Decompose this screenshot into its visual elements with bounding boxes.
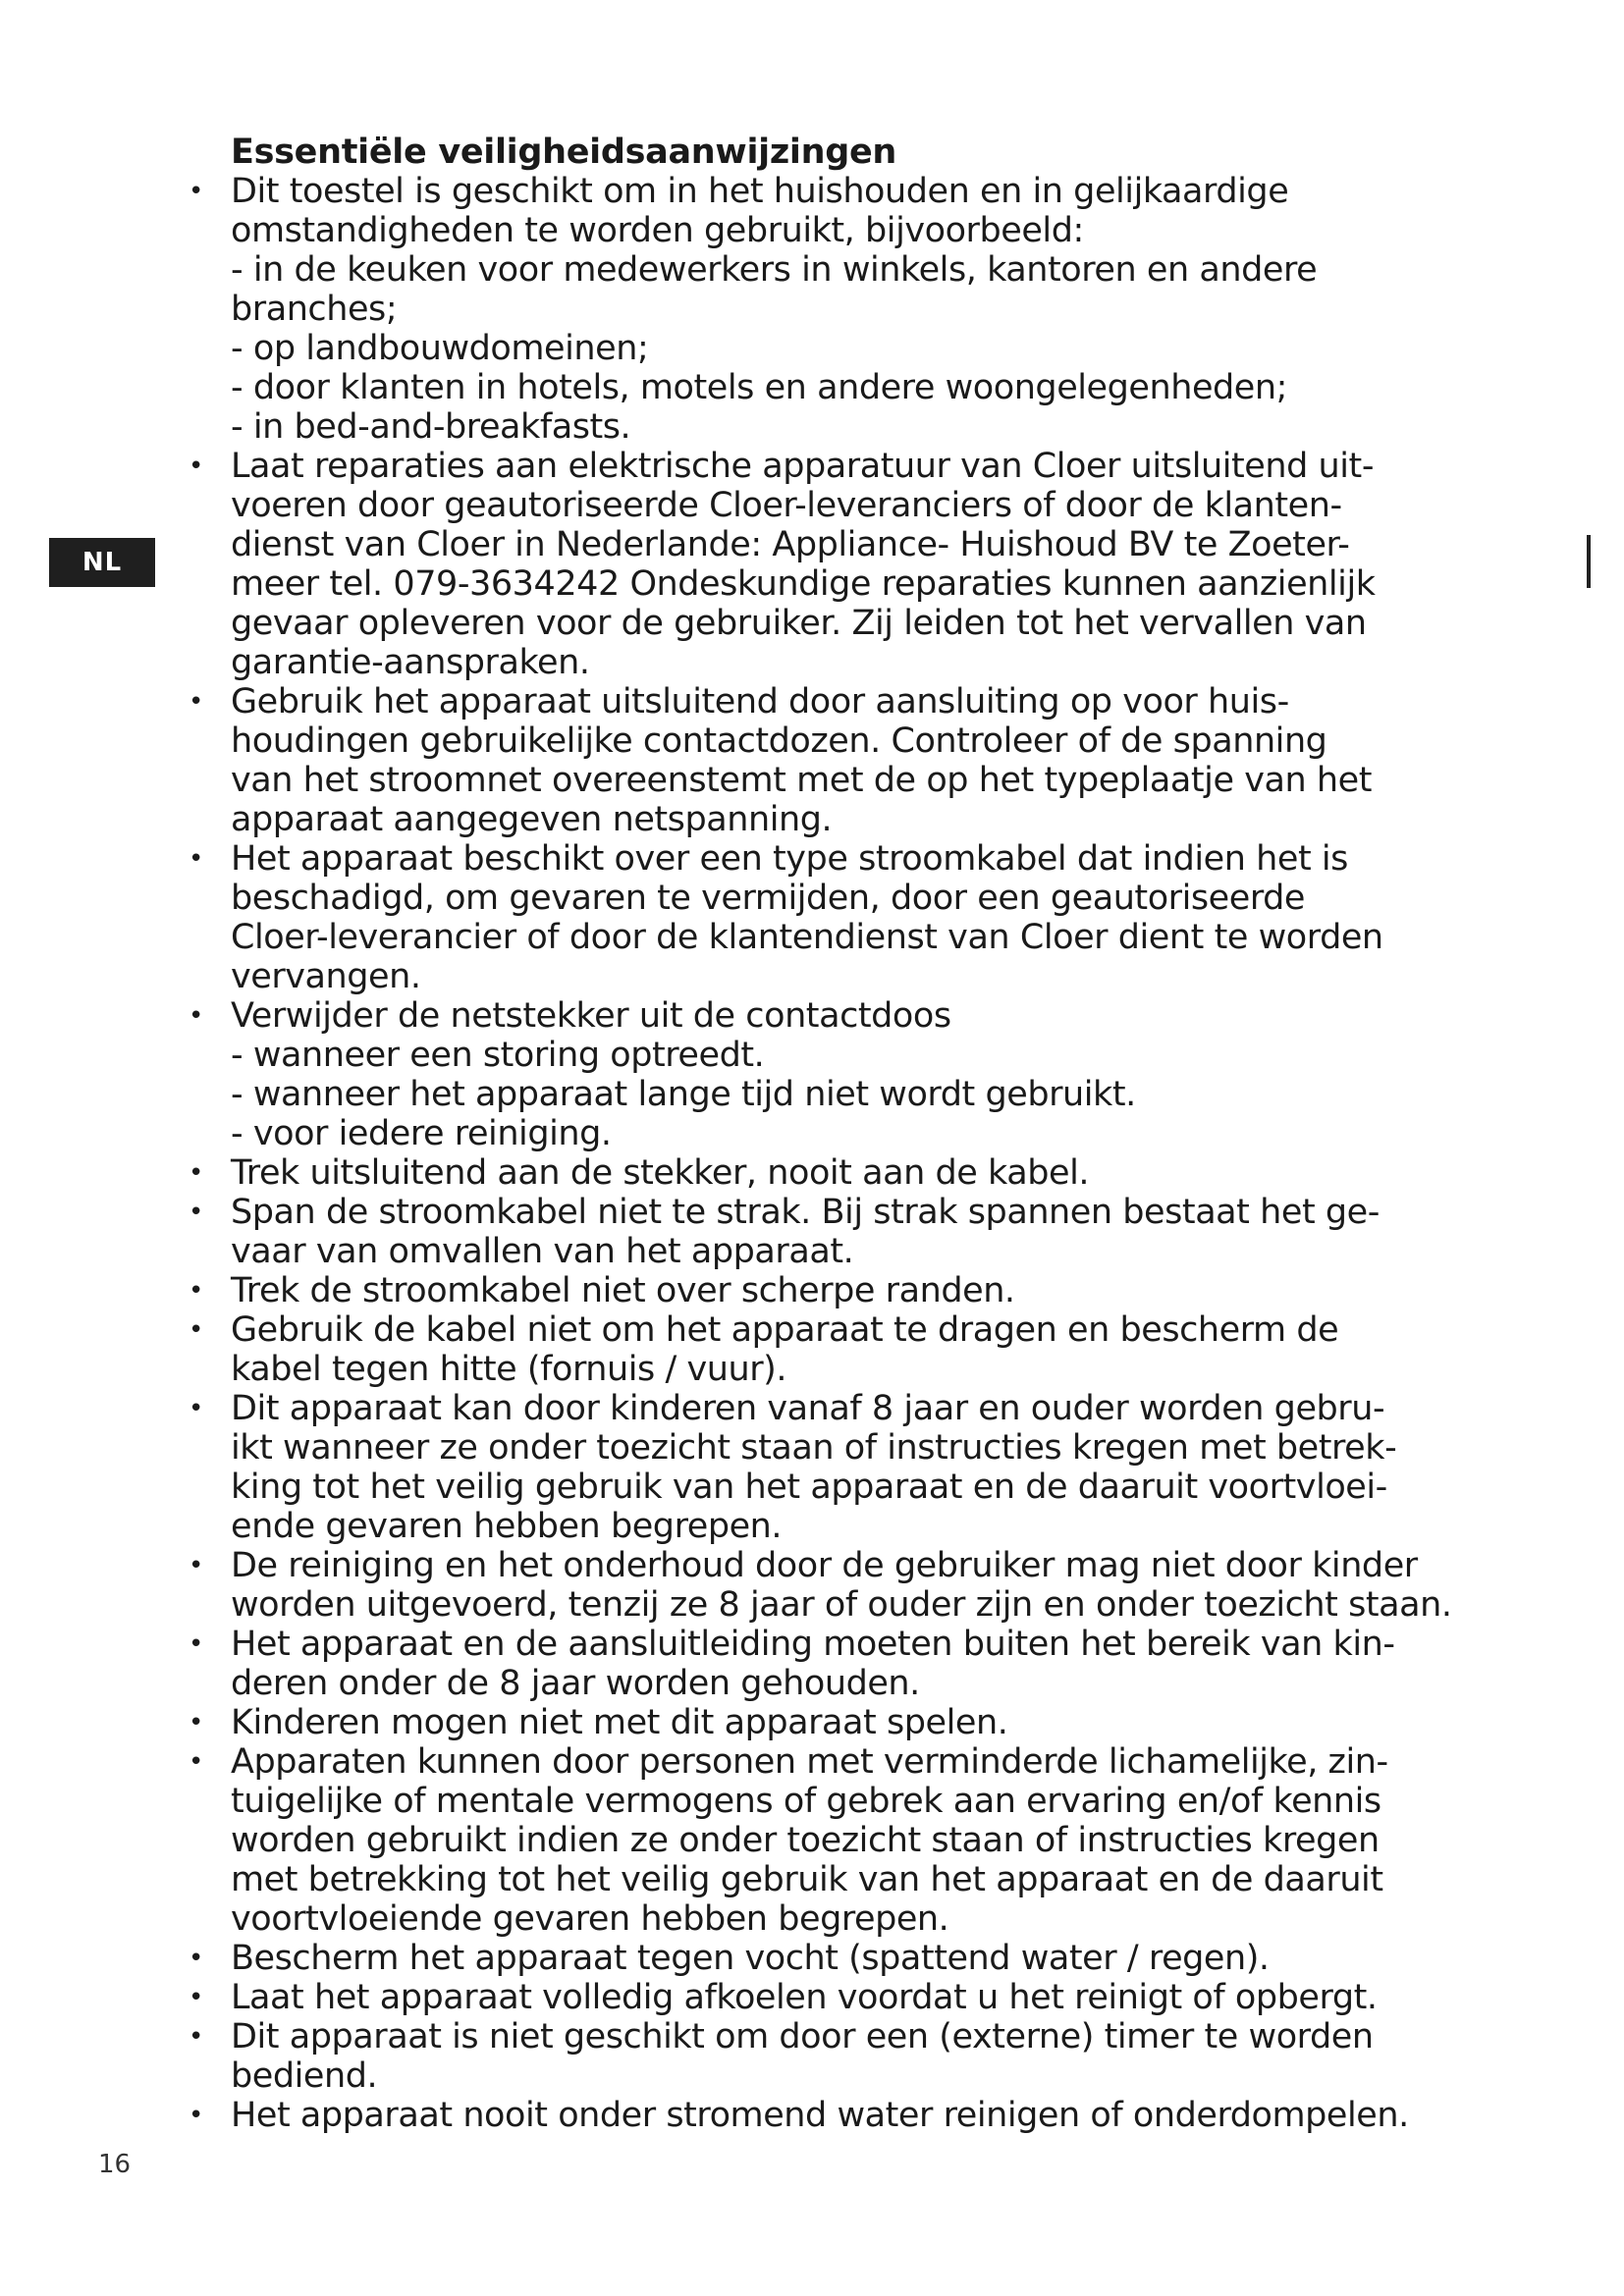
- instruction-item: [177, 1978, 1596, 2017]
- instruction-item: [177, 2017, 1596, 2096]
- safety-instructions-list: [177, 172, 1596, 2135]
- instruction-line: gevaar opleveren voor de gebruiker. Zij leiden tot het vervallen van: [231, 604, 1367, 643]
- instruction-item: [177, 1193, 1596, 1271]
- instruction-line: • Bescherm het apparaat tegen vocht (spattend water / regen).: [231, 1939, 1270, 1978]
- instruction-item: [177, 1271, 1596, 1310]
- instruction-line: • Apparaten kunnen door personen met verminderde lichamelijke, zin-: [231, 1742, 1388, 1782]
- instruction-item: [177, 1742, 1596, 1939]
- instruction-line: - op landbouwdomeinen;: [231, 329, 649, 368]
- instruction-line: bediend.: [231, 2056, 378, 2096]
- instruction-line: ikt wanneer ze onder toezicht staan of instructies kregen met betrek-: [231, 1428, 1397, 1468]
- instruction-item: [177, 996, 1596, 1153]
- instruction-line: • De reiniging en het onderhoud door de gebruiker mag niet door kinder: [231, 1546, 1418, 1585]
- instruction-line: vaar van omvallen van het apparaat.: [231, 1232, 854, 1271]
- instruction-item: [177, 2096, 1596, 2135]
- instruction-item: [177, 1625, 1596, 1703]
- instruction-line: • Kinderen mogen niet met dit apparaat spelen.: [231, 1703, 1008, 1742]
- instruction-item: [177, 1310, 1596, 1389]
- instruction-line: • Gebruik het apparaat uitsluitend door aansluiting op voor huis-: [231, 682, 1289, 721]
- instruction-line: • Trek uitsluitend aan de stekker, nooit aan de kabel.: [231, 1153, 1090, 1193]
- language-tab-nl: NL: [49, 538, 155, 587]
- instruction-line: • Laat reparaties aan elektrische apparatuur van Cloer uitsluitend uit-: [231, 447, 1375, 486]
- instruction-line: - wanneer het apparaat lange tijd niet wordt gebruikt.: [231, 1075, 1136, 1114]
- instruction-line: • Dit apparaat is niet geschikt om door een (externe) timer te worden: [231, 2017, 1374, 2056]
- instruction-line: kabel tegen hitte (fornuis / vuur).: [231, 1350, 787, 1389]
- instruction-line: ende gevaren hebben begrepen.: [231, 1507, 783, 1546]
- instruction-line: king tot het veilig gebruik van het apparaat en de daaruit voortvloei-: [231, 1468, 1387, 1507]
- instruction-item: [177, 1546, 1596, 1625]
- instruction-line: - voor iedere reiniging.: [231, 1114, 612, 1153]
- instruction-line: - in bed-and-breakfasts.: [231, 407, 631, 447]
- instruction-line: meer tel. 079-3634242 Ondeskundige reparaties kunnen aanzienlijk: [231, 564, 1376, 604]
- instruction-line: • Verwijder de netstekker uit de contactdoos: [231, 996, 951, 1036]
- instruction-line: beschadigd, om gevaren te vermijden, door een geautoriseerde: [231, 879, 1306, 918]
- instruction-line: • Span de stroomkabel niet te strak. Bij strak spannen bestaat het ge-: [231, 1193, 1380, 1232]
- page-number: 16: [98, 2150, 132, 2179]
- instruction-line: • Het apparaat beschikt over een type stroomkabel dat indien het is: [231, 839, 1348, 879]
- instruction-line: - wanneer een storing optreedt.: [231, 1036, 765, 1075]
- instruction-line: apparaat aangegeven netspanning.: [231, 800, 833, 839]
- instruction-line: worden uitgevoerd, tenzij ze 8 jaar of ouder zijn en onder toezicht staan.: [231, 1585, 1452, 1625]
- section-heading: Essentiële veiligheidsaanwijzingen: [231, 133, 897, 172]
- instruction-line: - door klanten in hotels, motels en andere woongelegenheden;: [231, 368, 1287, 407]
- instruction-line: van het stroomnet overeenstemt met de op het typeplaatje van het: [231, 761, 1372, 800]
- instruction-line: • Dit apparaat kan door kinderen vanaf 8 jaar en ouder worden gebru-: [231, 1389, 1385, 1428]
- instruction-line: worden gebruikt indien ze onder toezicht staan of instructies kregen: [231, 1821, 1380, 1860]
- instruction-line: voeren door geautoriseerde Cloer-leveranciers of door de klanten-: [231, 486, 1342, 525]
- instruction-item: [177, 1389, 1596, 1546]
- instruction-item: [177, 1153, 1596, 1193]
- safety-instructions-section: [177, 133, 1596, 2135]
- instruction-line: met betrekking tot het veilig gebruik van het apparaat en de daaruit: [231, 1860, 1383, 1899]
- instruction-line: • Gebruik de kabel niet om het apparaat te dragen en bescherm de: [231, 1310, 1339, 1350]
- instruction-item: [177, 839, 1596, 996]
- instruction-line: • Laat het apparaat volledig afkoelen voordat u het reinigt of opbergt.: [231, 1978, 1378, 2017]
- instruction-item: [177, 1939, 1596, 1978]
- instruction-item: [177, 172, 1596, 447]
- instruction-line: vervangen.: [231, 957, 421, 996]
- instruction-line: omstandigheden te worden gebruikt, bijvoorbeeld:: [231, 211, 1084, 250]
- instruction-item: [177, 1703, 1596, 1742]
- instruction-item: [177, 682, 1596, 839]
- instruction-line: tuigelijke of mentale vermogens of gebrek aan ervaring en/of kennis: [231, 1782, 1381, 1821]
- instruction-line: - in de keuken voor medewerkers in winkels, kantoren en andere: [231, 250, 1318, 290]
- instruction-line: deren onder de 8 jaar worden gehouden.: [231, 1664, 920, 1703]
- instruction-line: • Het apparaat nooit onder stromend water reinigen of onderdompelen.: [231, 2096, 1409, 2135]
- instruction-line: voortvloeiende gevaren hebben begrepen.: [231, 1899, 949, 1939]
- instruction-line: garantie-aanspraken.: [231, 643, 590, 682]
- instruction-item: [177, 447, 1596, 682]
- instruction-line: Cloer-leverancier of door de klantendienst van Cloer dient te worden: [231, 918, 1383, 957]
- instruction-line: dienst van Cloer in Nederlande: Appliance- Huishoud BV te Zoeter-: [231, 525, 1350, 564]
- instruction-line: • Dit toestel is geschikt om in het huishouden en in gelijkaardige: [231, 172, 1289, 211]
- instruction-line: houdingen gebruikelijke contactdozen. Controleer of de spanning: [231, 721, 1327, 761]
- instruction-line: • Trek de stroomkabel niet over scherpe randen.: [231, 1271, 1015, 1310]
- instruction-line: • Het apparaat en de aansluitleiding moeten buiten het bereik van kin-: [231, 1625, 1395, 1664]
- instruction-line: branches;: [231, 290, 398, 329]
